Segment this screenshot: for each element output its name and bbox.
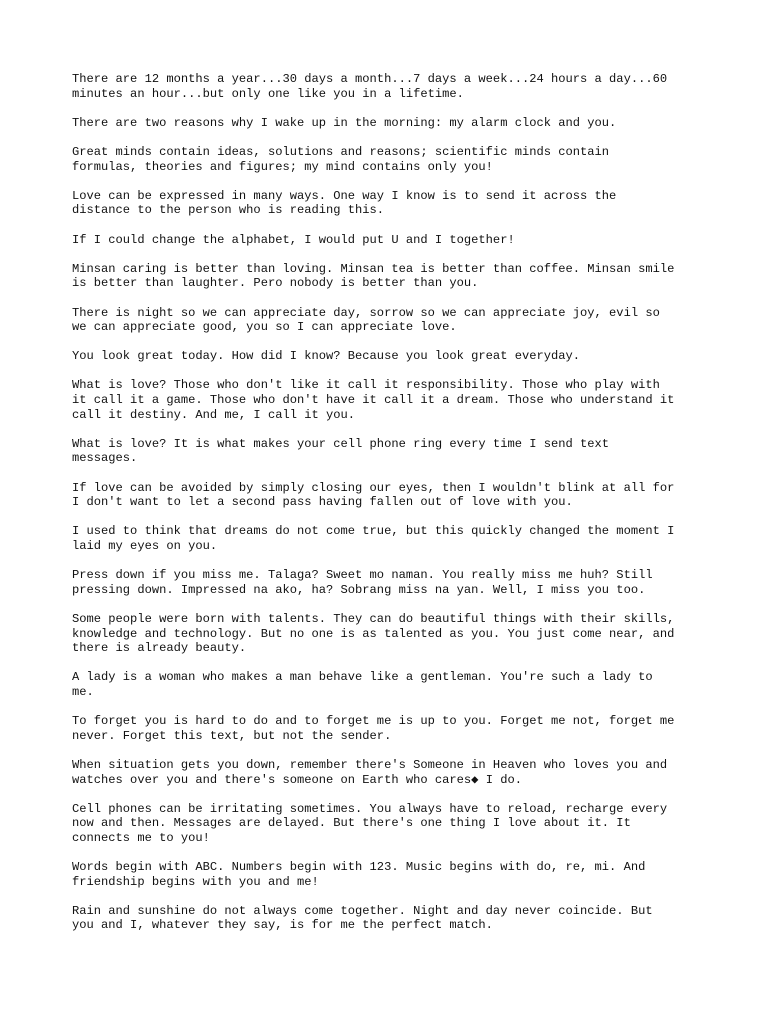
paragraph: You look great today. How did I know? Because you look great everyday. [72,349,581,364]
paragraph: Minsan caring is better than loving. Minsan tea is better than coffee. Minsan smile is better than laughter. Pero nobody is better than you. [72,261,675,291]
paragraph: Rain and sunshine do not always come together. Night and day never coincide. But you and I, whatever they say, is for me the perfect match. [72,903,653,933]
paragraph: When situation gets you down, remember there's Someone in Heaven who loves you and watches over you and there's someone on Earth who cares◆ I do. [72,757,668,787]
paragraph: Words begin with ABC. Numbers begin with 123. Music begins with do, re, mi. And friendship begins with you and me! [72,860,646,889]
paragraph: Great minds contain ideas, solutions and reasons; scientific minds contain formulas, theories and figures; my mind contains only you! [72,144,610,174]
paragraph: If love can be avoided by simply closing our eyes, then I wouldn't blink at all for I don't want to let a second pass having fallen out of love with you. [72,480,675,510]
paragraph: Press down if you miss me. Talaga? Sweet mo naman. You really miss me huh? Still pressing down. Impressed na ako, ha? Sobrang miss na yan. Well, I miss you too. [72,568,653,597]
paragraph: A lady is a woman who makes a man behave like a gentleman. You're such a lady to me. [72,670,653,699]
paragraph: Love can be expressed in many ways. One way I know is to send it across the distance to the person who is reading this. [72,188,617,218]
paragraph: Some people were born with talents. They can do beautiful things with their skills, knowledge and technology. But no one is as talented as you. You just come near, and there is already beauty. [72,611,675,656]
document-page [72,72,712,948]
paragraph: If I could change the alphabet, I would put U and I together! [72,232,515,247]
paragraph: I used to think that dreams do not come true, but this quickly changed the moment I laid my eyes on you. [72,524,675,553]
paragraph: There are two reasons why I wake up in the morning: my alarm clock and you. [72,115,617,130]
paragraph: To forget you is hard to do and to forget me is up to you. Forget me not, forget me never. Forget this text, but not the sender. [72,714,675,743]
paragraph: What is love? Those who don't like it call it responsibility. Those who play with it call it a game. Those who don't have it call it a dream. Those who understand it call it destiny. And me, I call it you. [72,378,675,422]
paragraph: Cell phones can be irritating sometimes. You always have to reload, recharge every now and then. Messages are delayed. But there's one thing I love about it. It connects me to you! [72,801,668,845]
paragraph: What is love? It is what makes your cell phone ring every time I send text messages. [72,436,610,466]
paragraph: There is night so we can appreciate day, sorrow so we can appreciate joy, evil so we can appreciate good, you so I can appreciate love. [72,305,660,335]
paragraph: There are 12 months a year...30 days a month...7 days a week...24 hours a day...60 minutes an hour...but only one like you in a lifetime. [72,72,668,101]
